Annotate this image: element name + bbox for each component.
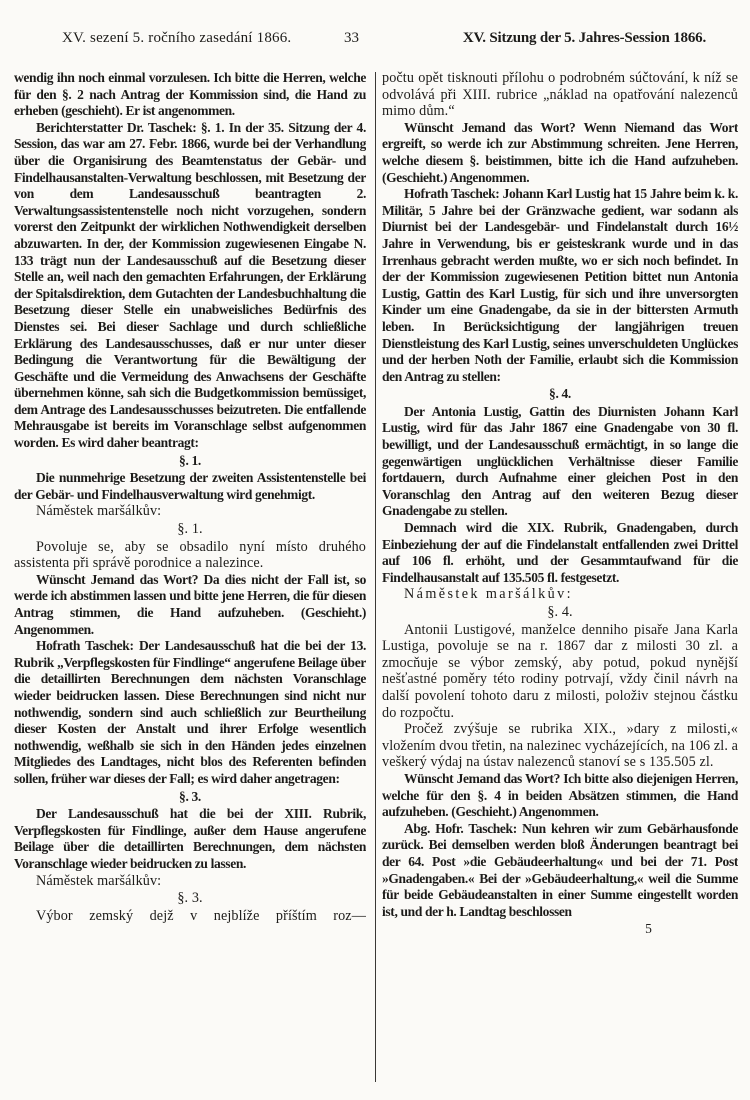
section-heading: §. 1. <box>179 452 201 468</box>
paragraph-german: Abg. Hofr. Taschek: Nun kehren wir zum Gebärhausfonde zurück. Bei demselben werden bloß Änderungen beantragt bei der 64. Post »die Gebäudeerhaltung« und bei der 71. Post »Gnadengaben.« Bei der »Gebäudeerhaltung,« weil die Summe für beide Gebäudeanstalten in einer Summe eingestellt worden ist, und der h. Landtag beschlossen <box>382 820 738 919</box>
running-head-czech: XV. sezení 5. ročního zasedání 1866. <box>62 30 292 46</box>
page-body <box>0 58 750 1100</box>
paragraph-german: Die nunmehrige Besetzung der zweiten Assistentenstelle bei der Gebär- und Findelhausverwaltung wird genehmigt. <box>14 470 366 502</box>
paragraph-czech: Pročež zvýšuje se rubrika XIX., »dary z milosti,« vložením dvou třetin, na nalezinec vycházejících, na 106 zl. a veškerý výdaj na ústav nalezenců stanoví se s 135.505 zl. <box>382 721 738 771</box>
page-header <box>0 0 750 58</box>
speaker-heading: Náměstek maršálkův: <box>404 586 573 603</box>
column-divider-rule <box>375 72 376 1082</box>
signature-mark: 5 <box>645 921 652 937</box>
paragraph-czech: Antonii Lustigové, manželce denniho pisaře Jana Karla Lustiga, povoluje se na r. 1867 dar z milosti 30 zl. a zmocňuje se výbor zemský, aby potud, pokud nynější nešťastné poměry této rodiny potrvají, vždy činil návrh na další povolení tohoto daru z milosti, položiv stejnou částku do rozpočtu. <box>382 621 738 721</box>
paragraph-german: Demnach wird die XIX. Rubrik, Gnadengaben, durch Einbeziehung der auf die Findelanstalt entfallenden zwei Drittel auf 106 fl. erhöht, und der Gesammtaufwand für die Findelhausanstalt auf 135.505 fl. festgesetzt. <box>382 520 738 585</box>
paragraph-german: Hofrath Taschek: Johann Karl Lustig hat 15 Jahre beim k. k. Militär, 5 Jahre bei der Gränzwache gedient, war sodann als Diurnist bei der Landesgebär- und Findelanstalt durch 16½ Jahre in Verwendung, bis er geisteskrank wurde und in das Irrenhaus gebracht werden mußte, wo er sich noch befindet. In der der Kommission zugewiesenen Petition bittet nun Antonia Lustig, Gattin des Karl Lustig, für sich und ihre unversorgten Kinder um eine Gnadengabe, da sie in der bittersten Armuth leben. In Berücksichtigung der langjährigen treuen Dienstleistung des Karl Lustig, seines unverschuldeten Unglückes und der herben Noth der Familie, erlaubt sich die Kommission den Antrag zu stellen: <box>382 186 738 384</box>
section-heading: §. 4. <box>549 386 571 402</box>
paragraph-czech: Výbor zemský dejž v nejblíže příštím roz— <box>36 907 366 924</box>
paragraph-czech: počtu opět tisknouti přílohu o podrobném súčtování, k níž se odvolává při XIII. rubrice „náklad na opatřování nalezenců mimo dům.“ <box>382 70 738 120</box>
page-number: 33 <box>344 30 359 46</box>
section-heading: §. 3. <box>179 788 201 804</box>
paragraph-german: Der Antonia Lustig, Gattin des Diurnisten Johann Karl Lustig, wird für das Jahr 1867 eine Gnadengabe von 30 fl. bewilligt, und der Landesausschuß ermächtigt, in so lange die gegenwärtigen unglücklichen Verhältnisse dieser Familie fortdauern, durch Aufnahme einer gleichen Post in den Voranschlag den Antrag auf den weiteren Bezug dieser Gnadengabe zu stellen. <box>382 403 738 519</box>
paragraph-czech: Povoluje se, aby se obsadilo nyní místo druhého assistenta při správě porodnice a nalezince. <box>14 538 366 572</box>
text-column-right-blocks <box>382 70 738 920</box>
paragraph-german: Wünscht Jemand das Wort? Ich bitte also diejenigen Herren, welche für den §. 4 in beiden Absätzen stimmen, die Hand aufzuheben. (Geschieht.) Angenommen. <box>382 770 738 820</box>
section-heading: §. 3. <box>177 890 203 907</box>
paragraph-german: wendig ihn noch einmal vorzulesen. Ich bitte die Herren, welche für den §. 2 nach Antrag der Kommission sind, die Hand zu erheben (geschieht). Er ist angenommen. <box>14 70 366 119</box>
speaker-heading: Náměstek maršálkův: <box>36 503 162 520</box>
running-head-german: XV. Sitzung der 5. Jahres-Session 1866. <box>462 30 706 46</box>
text-column-right <box>382 70 738 1100</box>
section-heading: §. 1. <box>177 521 203 538</box>
text-column-left <box>14 70 366 1100</box>
paragraph-german: Hofrath Taschek: Der Landesausschuß hat die bei der 13. Rubrik „Verpflegskosten für Findlinge“ angerufene Beilage über die detaillirten Berechnungen dem nächsten Voranschlage wieder beidrucken lassen. Diese Berechnungen sind nicht nur nothwendig, sondern sind auch schließlich zur Beurtheilung dieser Kosten der Anstalt und ihrer Erfolge wesentlich nothwendig, weßhalb sie sich in den Händen jedes einzelnen Mitgliedes des Landtages, nicht blos des Referenten befinden sollen, früher war dieses der Fall; es wird daher angetragen: <box>14 638 366 786</box>
paragraph-german: Wünscht Jemand das Wort? Da dies nicht der Fall ist, so werde ich abstimmen lassen und bitte jene Herren, die für diesen Antrag stimmen, die Hand aufzuheben. (Geschieht.) Angenommen. <box>14 571 366 637</box>
paragraph-german: Wünscht Jemand das Wort? Wenn Niemand das Wort ergreift, so werde ich zur Abstimmung schreiten. Jene Herren, welche diesem §. beistimmen, bitte ich die Hand aufzuheben. (Geschieht.) Angenommen. <box>382 119 738 185</box>
paragraph-german: Der Landesausschuß hat die bei der XIII. Rubrik, Verpflegskosten für Findlinge, außer dem Hause angerufene Beilage über die detaillirten Berechnungen, dem nächsten Voranschlage wieder beidrucken zu lassen. <box>14 806 366 871</box>
speaker-heading: Náměstek maršálkův: <box>36 872 162 889</box>
section-heading: §. 4. <box>547 604 573 620</box>
paragraph-german: Berichterstatter Dr. Taschek: §. 1. In der 35. Sitzung der 4. Session, das war am 27. Febr. 1866, wurde bei der Verhandlung über die Organisirung des Beamtenstatus der Gebär- und Findelhausanstalten-Verwaltung beschlossen, mit Besetzung der von dem Landesausschuß beantragten 2. Verwaltungsassistentenstelle noch nicht vorzugehen, sondern vorerst den Zeitpunkt der wirklichen Nothwendigkeit derselben abzuwarten. In der, der Kommission zugewiesenen Eingabe N. 133 trägt nun der Landesausschuß auf die Besetzung dieser Stelle an, weil nach den gemachten Erfahrungen, der Erklärung der Spitalsdirektion, dem Gutachten der Landesbuchhaltung die Besetzung dieser Stelle ein unabweisliches Bedürfnis des Dienstes sei. Bei dieser Sachlage und durch schließliche Erklärung des Landesausschusses, daß er nur unter dieser Bedingung die Verantwortung für die Bewältigung der Geschäfte und die Vermeidung des Anwachsens der Geschäfte übernehmen könne, sah sich die Budgetkommission bemüssiget, dem Antrage des Landesausschusses beizutreten. Die entfallende Mehrausgabe ist bereits im Voranschlage selbst aufgenommen worden. Es wird daher beantragt: <box>14 119 366 451</box>
